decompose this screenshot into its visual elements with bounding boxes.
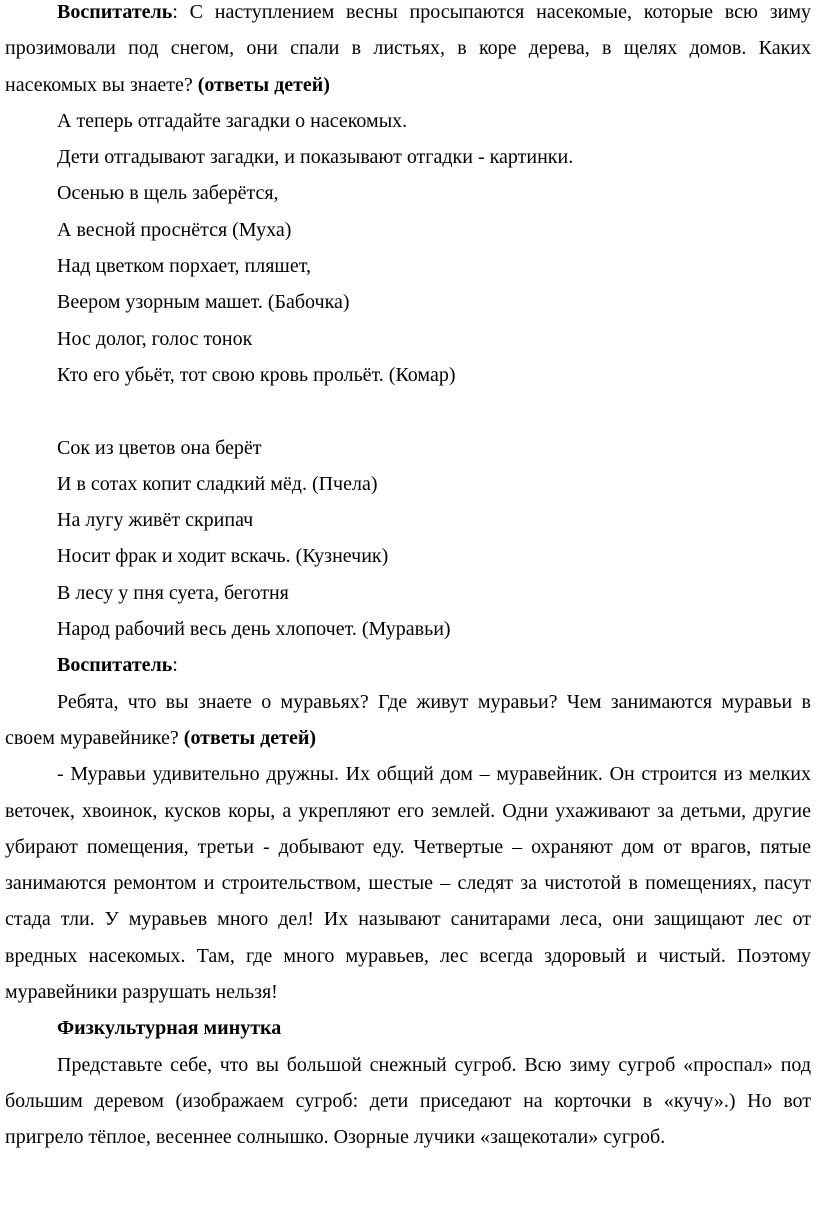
physical-minute-title: Физкультурная минутка xyxy=(57,1017,282,1040)
riddle-line: Осенью в щель заберётся, xyxy=(57,182,279,205)
riddle-line: На лугу живёт скрипач xyxy=(57,509,254,532)
riddle-line: Веером узорным машет. (Бабочка) xyxy=(57,291,350,314)
riddle-line: Дети отгадывают загадки, и показывают отгадки - картинки. xyxy=(57,146,574,169)
speaker-label: Воспитатель xyxy=(57,654,173,677)
speaker-colon: : xyxy=(172,654,178,677)
blank-line xyxy=(5,393,811,429)
intro-text: С наступлением весны просыпаются насекомые, которые всю зиму прозимовали под снегом, они спали в листьях, в коре дерева, в щелях домов. Каких насекомых вы знаете? xyxy=(5,1,811,96)
document-page xyxy=(5,0,811,1156)
riddle-line: Над цветком порхает, пляшет, xyxy=(57,255,311,278)
exercise-paragraph: Представьте себе, что вы большой снежный сугроб. Всю зиму сугроб «проспал» под большим деревом (изображаем сугроб: дети приседают на корточки в «кучу».) Но вот пригрело тёплое, весеннее солнышко. Озорные лучики «защекотали» сугроб. xyxy=(5,1053,811,1149)
speaker-colon: : xyxy=(172,1,178,23)
riddle-line: И в сотах копит сладкий мёд. (Пчела) xyxy=(57,472,378,495)
riddle-line: А весной проснётся (Муха) xyxy=(57,218,292,241)
riddle-line: А теперь отгадайте загадки о насекомых. xyxy=(57,109,408,132)
answers-note: (ответы детей) xyxy=(197,73,330,96)
ants-paragraph: - Муравьи удивительно дружны. Их общий дом – муравейник. Он строится из мелких веточек, хвоинок, кусков коры, а укрепляют его землей. Одни ухаживают за детьми, другие убирают помещения, третьи - добывают еду. Четвертые – охраняют дом от врагов, пятые занимаются ремонтом и строительством, шестые – следят за чистотой в помещениях, пасут стада тли. У муравьев много дел! Их называют санитарами леса, они защищают лес от вредных насекомых. Там, где много муравьев, лес всегда здоровый и чистый. Поэтому муравейники разрушать нельзя! xyxy=(5,763,811,1004)
intro-paragraph xyxy=(5,0,811,103)
question-paragraph xyxy=(5,684,811,757)
speaker-label: Воспитатель xyxy=(57,1,173,23)
question-text: Ребята, что вы знаете о муравьях? Где живут муравьи? Чем занимаются муравьи в своем муравейнике? xyxy=(5,690,811,749)
riddle-line: Нос долог, голос тонок xyxy=(57,327,253,350)
riddle-line: Носит фрак и ходит вскачь. (Кузнечик) xyxy=(57,545,389,568)
answers-note: (ответы детей) xyxy=(183,726,316,749)
riddle-line: В лесу у пня суета, беготня xyxy=(57,581,289,604)
speaker-heading xyxy=(5,647,811,683)
riddle-line: Народ рабочий весь день хлопочет. (Муравьи) xyxy=(57,618,451,641)
riddle-line: Сок из цветов она берёт xyxy=(57,436,262,459)
riddle-line: Кто его убьёт, тот свою кровь прольёт. (Комар) xyxy=(57,363,456,386)
section-heading xyxy=(5,1010,811,1046)
